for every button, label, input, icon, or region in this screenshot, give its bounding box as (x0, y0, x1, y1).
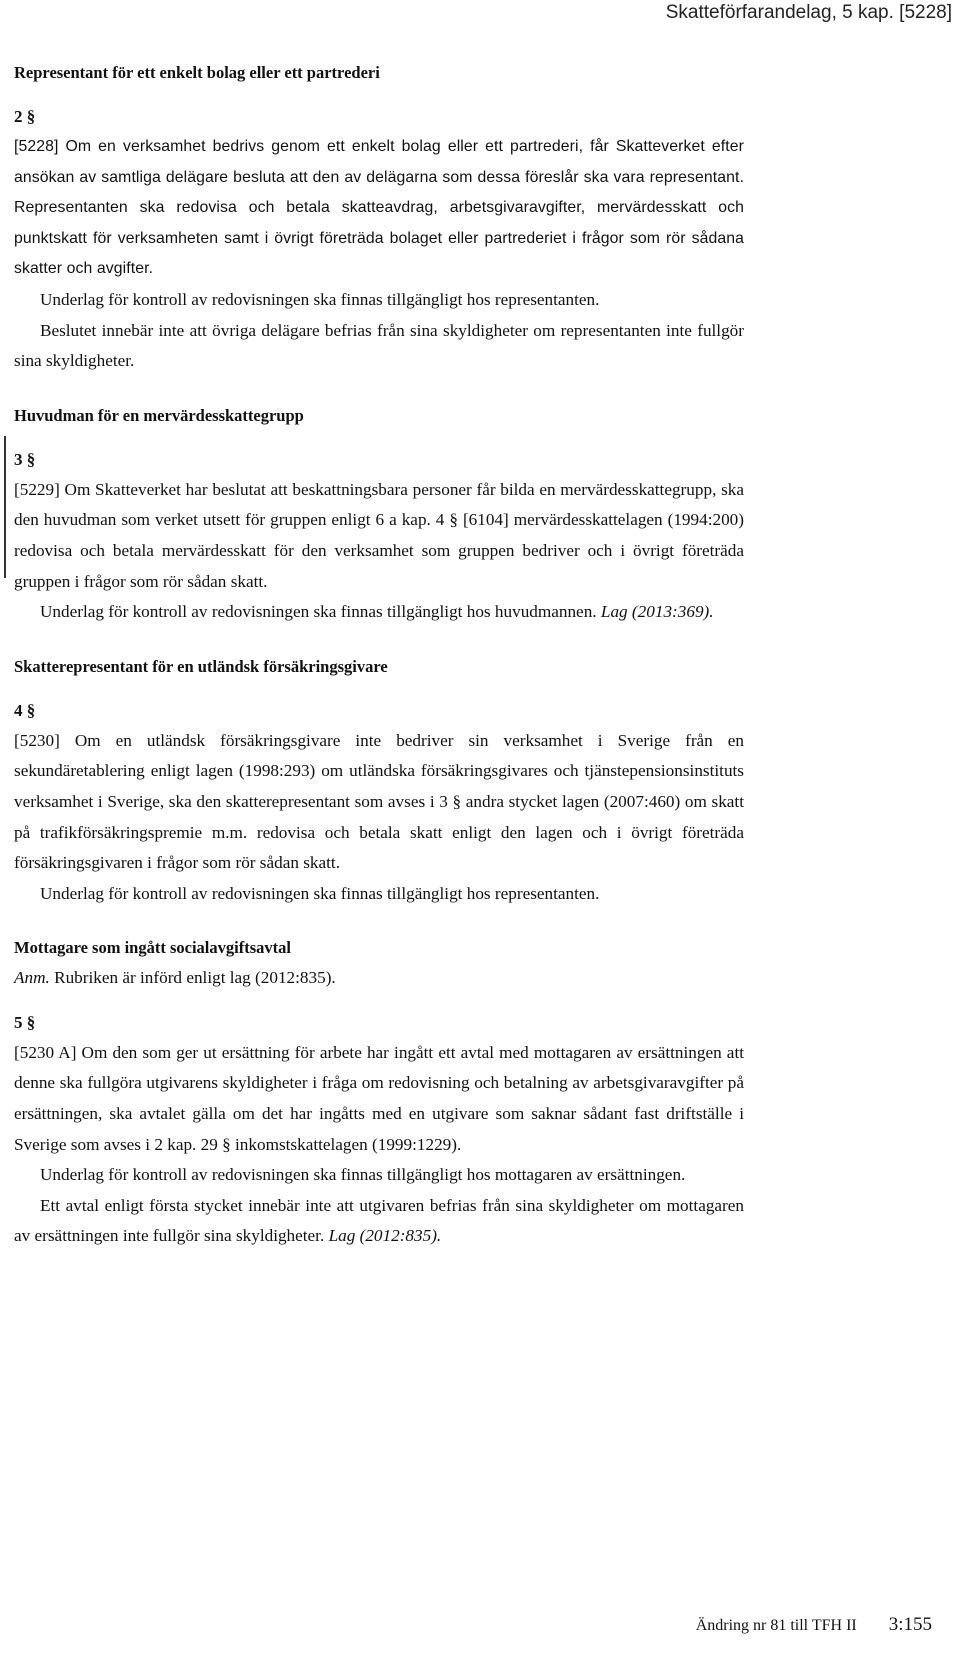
paragraph: Underlag för kontroll av redovisningen ska finnas tillgängligt hos representanten. (40, 883, 600, 903)
section-number: 2 § (14, 107, 36, 126)
section-heading: Mottagare som ingått socialavgiftsavtal (14, 938, 291, 958)
law-citation: Lag (2013:369). (600, 602, 714, 622)
note-text: Rubriken är införd enligt lag (2012:835). (49, 968, 336, 988)
document-body (14, 58, 744, 1252)
revision-bar (4, 436, 6, 578)
paragraph-text: Underlag för kontroll av redovisningen ska finnas tillgängligt hos huvudmannen. (40, 602, 597, 622)
paragraph: Beslutet innebär inte att övriga delägare befrias från sina skyldigheter om representanten inte fullgör sina skyldigheter. (14, 320, 744, 371)
paragraph: [5230] Om en utländsk försäkringsgivare inte bedriver sin verksamhet i Sverige från en sekundäretablering enligt lagen (1998:293) om utländska försäkringsgivares och tjänstepensionsinstituts verksamhet i Sverige, ska den skatterepresentant som avses i 3 § andra stycket lagen (2007:460) om skatt på trafikförsäkringspremie m.m. redovisa och betala skatt enligt den lagen och i övrigt företräda försäkringsgivaren i frågor som rör sådan skatt. (14, 730, 744, 873)
paragraph: [5228] Om en verksamhet bedrivs genom ett enkelt bolag eller ett partrederi, får Skatteverket efter ansökan av samtliga delägare besluta att den av delägarna som dessa föreslår ska vara representant. Representanten ska redovisa och betala skatteavdrag, arbetsgivaravgifter, mervärdesskatt och punktskatt för verksamheten samt i övrigt företräda bolaget eller partrederiet i frågor som rör sådana skatter och avgifter. (14, 138, 744, 278)
paragraph (14, 1191, 744, 1252)
paragraph: Underlag för kontroll av redovisningen ska finnas tillgängligt hos mottagaren av ersättningen. (40, 1165, 686, 1185)
section-heading: Huvudman för en mervärdesskattegrupp (14, 405, 304, 425)
paragraph: Underlag för kontroll av redovisningen ska finnas tillgängligt hos representanten. (40, 289, 600, 309)
annotation-note (14, 963, 744, 994)
section-number: 4 § (14, 700, 36, 720)
page-footer (696, 1614, 932, 1636)
section-2 (14, 58, 744, 377)
section-number: 5 § (14, 1012, 36, 1032)
paragraph: [5229] Om Skatteverket har beslutat att beskattningsbara personer får bilda en mervärdesskattegrupp, ska den huvudman som verket utsett för gruppen enligt 6 a kap. 4 § [6104] mervärdesskattelagen (1994:200) redovisa och betala mervärdesskatt för den verksamhet som gruppen bedriver och i övrigt företräda gruppen i frågor som rör sådan skatt. (14, 479, 744, 591)
section-heading: Skatterepresentant för en utländsk försäkringsgivare (14, 656, 388, 676)
note-label: Anm. (14, 968, 50, 988)
section-4 (14, 652, 744, 910)
law-citation: Lag (2012:835). (328, 1226, 442, 1246)
section-number: 3 § (14, 449, 36, 469)
paragraph (14, 597, 744, 628)
running-header: Skatteförfarandelag, 5 kap. [5228] (665, 2, 952, 23)
section-3 (14, 401, 744, 628)
amendment-label: Ändring nr 81 till TFH II (695, 1617, 857, 1634)
page-number: 3:155 (888, 1614, 932, 1635)
section-heading: Representant för ett enkelt bolag eller ett partrederi (14, 63, 380, 82)
paragraph-text: Ett avtal enligt första stycket innebär inte att utgivaren befrias från sina skyldigheter om mottagaren av ersättningen inte fullgör sina skyldigheter. (14, 1195, 744, 1246)
paragraph: [5230 A] Om den som ger ut ersättning för arbete har ingått ett avtal med mottagaren av ersättningen att denne ska fullgöra utgivarens skyldigheter i fråga om redovisning och betalning av arbetsgivaravgifter på ersättningen, ska avtalet gälla om det har ingåtts med en utgivare som saknar sådant fast driftställe i Sverige som avses i 2 kap. 29 § inkomstskattelagen (1999:1229). (14, 1042, 744, 1154)
section-5 (14, 933, 744, 1252)
